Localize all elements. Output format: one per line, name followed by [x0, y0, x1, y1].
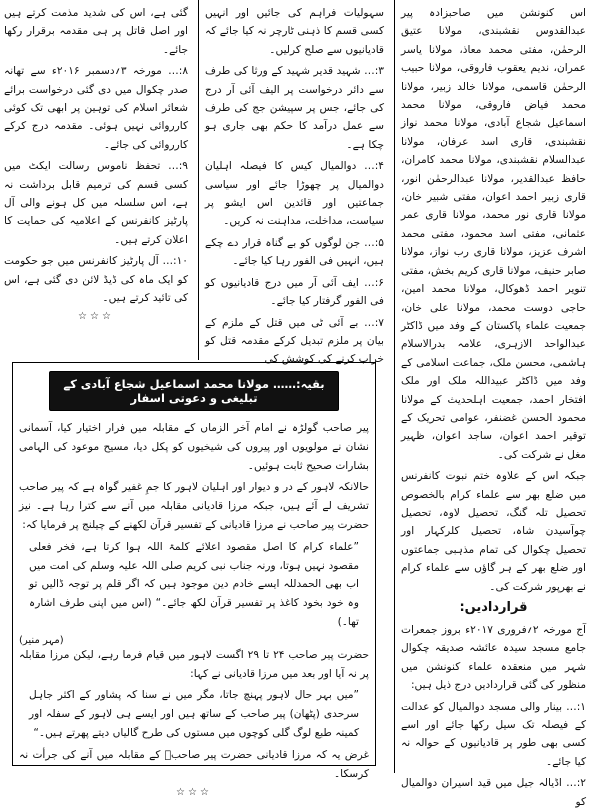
continuation-box — [12, 362, 376, 799]
right-paragraph: اس کنونشن میں صاحبزادہ پیر عبدالقدوس نقشبندی، مولانا عتیق الرحمٰن، مفتی محمد معاذ، مولانا یاسر عمران، ندیم یعقوب فاروقی، مولانا حبیب الرحمٰن قاسمی، مولانا خالد زبیر، مولانا محمد فیاض فاروقی، مولانا محمد اسماعیل شجاع آبادی، مولانا محمد نواز نقشبندی، قاری اسد عرفان، مولانا عبدالسلام نقشبندی، مولانا محمد کامران، حافظ عبدالقدیر، مولانا عبدالرحمٰن انور، قاری زبیر احمد اعوان، مفتی شبیر خان، مولانا قاری نور محمد، مولانا قاری عمر عثمانی، مفتی اسد محمود، مفتی محمد اشرف عزیز، مولانا قاری رب نواز، مولانا صابر حنیف، مولانا قاری کریم بخش، مفتی تنویر احمد ڈھوکال، مولانا محمد امین، حاجی دوست محمد، مولانا علی خان، جمعیت علماء پاکستان کے وفد میں ڈاکٹر عبدالواحد الازہری، علامہ بدرالاسلام ہاشمی، محسن ملک، جماعت اسلامی کے وفد میں ڈاکٹر عبیداللہ ملک اور ملک افتخار احمد، جمعیت اہلحدیث کے مولانا محمود الحسن غضنفر، عوامی تحریک کے توقیر احمد اعوان، ساجد اعوان، ظہیر مغل نے شرکت کی۔ — [401, 7, 586, 461]
left-column — [0, 0, 194, 360]
middle-paragraph: ۶:… ایف آئی آر میں درج قادیانیوں کو فی الفور گرفتار کیا جائے۔ — [205, 276, 384, 308]
box-quote: ”میں بہر حال لاہور پہنچ جاتا، مگر میں نے سنا کہ پشاور کے اکثر جاہل سرحدی (پٹھان) پیر صاحب کے ساتھ ہیں اور ایسے ہی لاہور کے سفلہ اور کمینہ طبع لوگ گلی کوچوں میں مستوں کی طرح گالیاں دیتے پھرتے ہیں۔“ — [29, 689, 359, 739]
box-paragraph: غرض یہ کہ مرزا قادیانی حضرت پیر صاحبؒ کے مقابلہ میں آنے کی جرأت نہ کرسکا۔ — [19, 748, 369, 780]
left-paragraph: ۱۰:… آل پارٹیز کانفرنس میں جو حکومت کو ایک ماہ کی ڈیڈ لائن دی گئی ہے، اس کی تائید کرتے ہیں۔ — [4, 255, 188, 305]
quote-reference: (مہر منیر) — [19, 634, 64, 646]
right-column — [394, 0, 590, 808]
box-paragraph: حضرت پیر صاحب ۲۴ تا ۲۹ اگست لاہور میں قیام فرما رہے، لیکن مرزا مقابلہ پر نہ آیا اور بعد میں مرزا قادیانی نے کہا: — [19, 648, 369, 680]
middle-paragraph: ۷:… بے آئی ٹی میں قتل کے ملزم کے بیان پر ملزم تبدیل کرکے مقدمہ قتل کو خراب کرنے کی کوشش کی — [205, 316, 384, 366]
box-paragraph: حالانکہ لاہور کے در و دیوار اور اہلیان لاہور کا جمِ غفیر گواہ ہے کہ پیر صاحب تشریف لے آئے ہیں، جبکہ مرزا قادیانی مقابلہ میں آنے سے کترا رہا ہے۔ نیز حضرت پیر صاحب نے مرزا قادیانی کے تفسیر قرآن لکھنے کے چیلنج پر فرمایا کہ: — [19, 481, 369, 531]
box-quote: ”علماء کرام کا اصل مقصود اعلائے کلمۃ اللہ ہوا کرتا ہے، فخر فعلی مقصود نہیں ہوتا، ورنہ جناب نبی کریم صلی اللہ علیہ وسلم کی امت میں اب بھی الحمدللہ ایسے خادم دین موجود ہیں کہ اگر قلم پر توجہ ڈالیں تو وہ خود بخود کاغذ پر تفسیر قرآن لکھ جائے۔“ (اس میں اپنی طرف اشارہ تھا۔) — [29, 540, 359, 628]
resolution-item: آج مورخہ ۲؍فروری ۲۰۱۷ء بروز جمعرات جامع مسجد سیدہ عائشہ صدیقہ چکوال شہر میں منعقدہ علماء کنونشن میں منظور کی گئی قراردادیں درج ذیل ہیں: — [401, 624, 586, 692]
left-paragraph: ۹:… تحفظ ناموس رسالت ایکٹ میں کسی قسم کی ترمیم قابل برداشت نہ ہے، اس سلسلہ میں کل ہونے والی آل پارٹیز کانفرنس کے اعلامیہ کی حمایت کا اعلان کرتے ہیں۔ — [4, 160, 188, 246]
middle-paragraph: سہولیات فراہم کی جائیں اور انہیں کسی قسم کا ذہنی ٹارچر نہ کیا جائے کہ قادیانیوں سے صلح کرلیں۔ — [205, 7, 384, 56]
left-paragraph: گئی ہے، اس کی شدید مذمت کرتے ہیں اور اصل قاتل پر ہی مقدمہ برقرار رکھا جائے۔ — [4, 7, 188, 56]
resolution-item: ۱:… بینار والی مسجد دوالمیال کو عدالت کے فیصلہ تک سیل رکھا جائے اور اسے کسی بھی طور پر قادیانیوں کے حوالہ نہ کیا جائے۔ — [401, 700, 586, 768]
resolution-item: ۲:… اڈیالہ جیل میں قید اسیران دوالمیال کو — [401, 777, 586, 808]
section-end-stars: ☆☆☆ — [78, 310, 114, 322]
middle-column — [198, 0, 390, 366]
left-paragraph: ۸:… مورخہ ۳؍دسمبر ۲۰۱۶ء سے تھانہ صدر چکوال میں دی گئی درخواست برائے شعائر اسلام کی توہین پر ابھی تک کوئی کارروائی نہیں ہوئی۔ مقدمہ درج کرکے کارروائی کی جائے۔ — [4, 65, 189, 151]
middle-paragraph: ۳:… شہید قدیر شہید کے ورثا کی طرف سے دائر درخواست پر الیف آئی آر درج کی جائے، جس پر سپیشن جج کی طرف سے عمل درآمد کا حکم بھی جاری ہو چکا ہے۔ — [205, 65, 384, 151]
right-paragraph: جبکہ اس کے علاوہ ختم نبوت کانفرنس میں ضلع بھر سے علماء کرام بالخصوص تحصیل تلہ گنگ، تحصیل لاوہ، تحصیل چوآسیدن شاہ، تحصیل کلرکہار اور تحصیل چکوال کی تمام مذہبی جماعتوں اور ضلع بھر کے ہر گاؤں سے علماء کرام نے بھرپور شرکت کی۔ — [401, 470, 586, 593]
box-paragraph: پیر صاحب گولڑہ نے امام آخر الزماں کے مقابلہ میں فرار اختیار کیا، آسمانی نشان نے مولویوں اور پیروں کی شیخیوں کو پکل دیا، مسیح موعود کی الہامی بشارات صحیح ثابت ہوئیں۔ — [19, 422, 369, 472]
middle-paragraph: ۴:… دوالمیال کیس کا فیصلہ اہلیان دوالمیال پر چھوڑا جائے اور سیاسی جماعتیں اور قائدین اس ایشو پر سیاست، مداخلت، مداہنت نہ کریں۔ — [205, 160, 384, 228]
box-end-stars: ☆☆☆ — [176, 787, 212, 799]
resolutions-heading: قراردادیں: — [459, 600, 528, 615]
box-header: بقیہ:…… مولانا محمد اسماعیل شجاع آبادی کے تبلیغی و دعوتی اسفار — [49, 371, 339, 411]
middle-paragraph: ۵:… جن لوگوں کو بے گناہ قرار دے چکے ہیں، انہیں فی الفور رہا کیا جائے۔ — [205, 236, 384, 268]
